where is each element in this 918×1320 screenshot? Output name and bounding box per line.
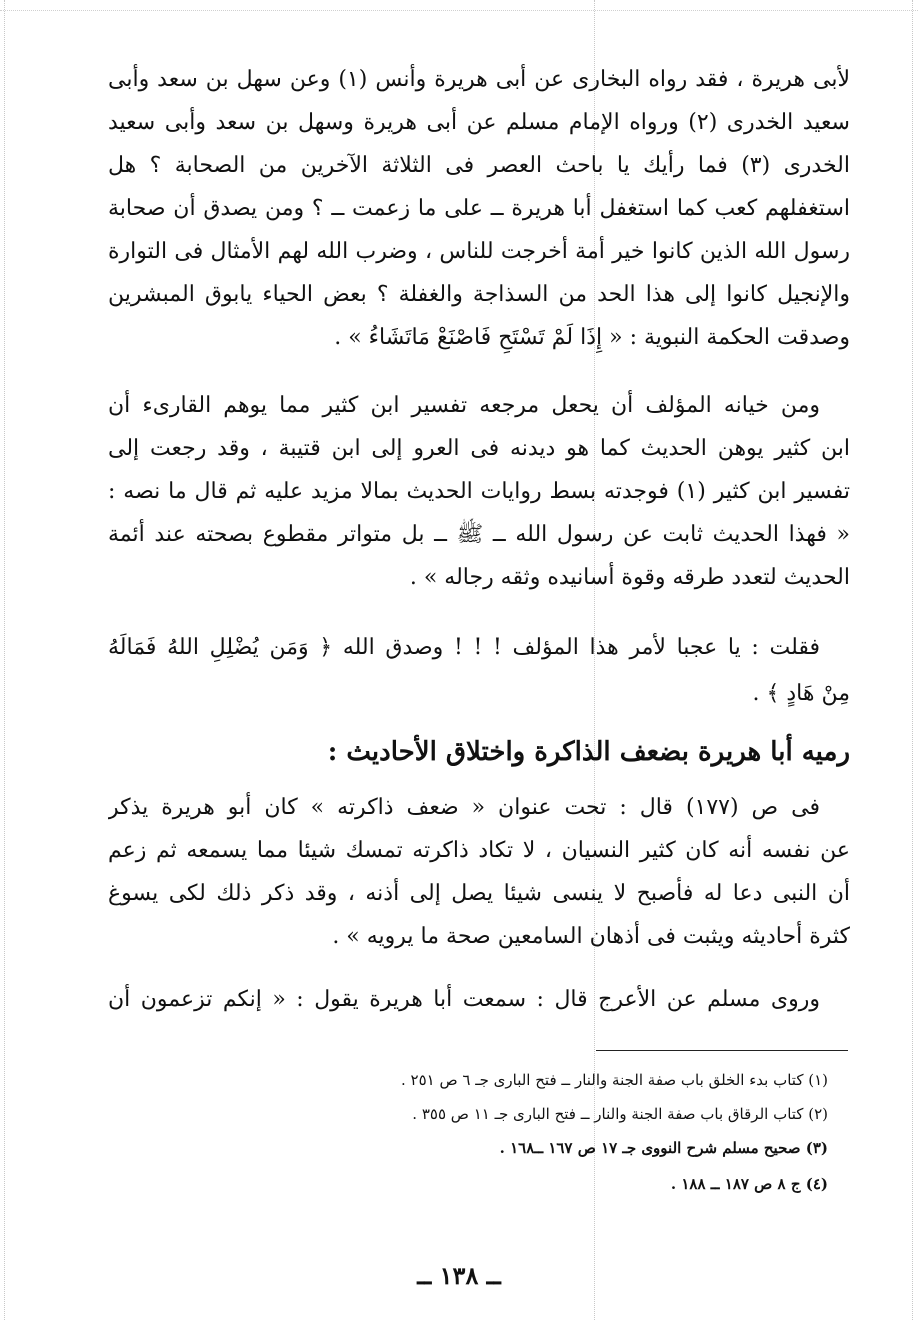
scan-guide-line	[4, 0, 5, 1320]
text-line: رسول الله الذين كانوا خير أمة أخرجت للناس ، وضرب الله لهم الأمثال فى التوارة	[108, 239, 850, 264]
text-line: ابن كثير يوهن الحديث كما هو ديدنه فى العرو إلى ابن قتيبة ، وقد رجعت إلى	[108, 436, 850, 461]
text-line: استغفلهم كعب كما استغفل أبا هريرة ــ على ما زعمت ــ ؟ ومن يصدق أن صحابة	[108, 196, 850, 221]
text-line: أن النبى دعا له فأصبح لا ينسى شيئا يصل إلى أذنه ، وقد ذكر ذلك لكى يسوغ	[108, 881, 850, 906]
text-line: الحديث لتعدد طرقه وقوة أسانيده وثقه رجاله » .	[409, 565, 850, 590]
footnote-4: (٤) ج ٨ ص ١٨٧ ــ ١٨٨ .	[670, 1175, 828, 1193]
text-line: « فهذا الحديث ثابت عن رسول الله ــ ﷺ ــ بل متواتر مقطوع بصحته عند أئمة	[108, 522, 850, 547]
section-heading: رميه أبا هريرة بضعف الذاكرة واختلاق الأحاديث :	[327, 737, 850, 767]
footnote-3: (٣) صحيح مسلم شرح النووى جـ ١٧ ص ١٦٧ ــ١٦٨ .	[499, 1139, 828, 1157]
scan-guide-line	[0, 10, 918, 11]
text-line: تفسير ابن كثير (١) فوجدته بسط روايات الحديث بمالا مزيد عليه ثم قال ما نصه :	[108, 479, 850, 504]
text-line: مِنْ هَادٍ ﴾ .	[752, 681, 850, 706]
footnote-rule	[596, 1050, 848, 1051]
text-line: الخدرى (٣) فما رأيك يا باحث العصر فى الثلاثة الآخرين من الصحابة ؟ هل	[108, 153, 850, 178]
page-number: ــ ١٣٨ ــ	[417, 1261, 501, 1290]
text-line: كثرة أحاديثه ويثبت فى أذهان السامعين صحة ما يرويه » .	[332, 924, 850, 949]
text-line: وصدقت الحكمة النبوية : « إِذَا لَمْ تَسْتَحِ فَاصْنَعْ مَاتَشَاءُ » .	[334, 325, 850, 350]
text-line: وروى مسلم عن الأعرج قال : سمعت أبا هريرة يقول : « إنكم تزعمون أن	[108, 987, 820, 1012]
text-line: ومن خيانه المؤلف أن يحعل مرجعه تفسير ابن كثير مما يوهم القارىء أن	[108, 393, 820, 418]
text-line: عن نفسه أنه كان كثير النسيان ، لا تكاد ذاكرته تمسك شيئا مما يسمعه ثم زعم	[108, 838, 850, 863]
text-line: فقلت : يا عجبا لأمر هذا المؤلف ! ! ! وصدق الله ﴿ وَمَن يُضْلِلِ اللهُ فَمَالَهُ	[108, 635, 820, 660]
footnote-1: (١) كتاب بدء الخلق باب صفة الجنة والنار ــ فتح البارى جـ ٦ ص ٢٥١ .	[401, 1071, 828, 1089]
footnote-2: (٢) كتاب الرقاق باب صفة الجنة والنار ــ فتح البارى جـ ١١ ص ٣٥٥ .	[412, 1105, 828, 1123]
text-line: والإنجيل كانوا إلى هذا الحد من السذاجة والغفلة ؟ بعض الحياء يابوق المبشرين	[108, 282, 850, 307]
scan-guide-line	[912, 0, 913, 1320]
text-line: فى ص (١٧٧) قال : تحت عنوان « ضعف ذاكرته » كان أبو هريرة يذكر	[108, 795, 820, 820]
text-line: لأبى هريرة ، فقد رواه البخارى عن أبى هريرة وأنس (١) وعن سهل بن سعد وأبى	[108, 67, 850, 92]
text-line: سعيد الخدرى (٢) ورواه الإمام مسلم عن أبى هريرة وسهل بن سعد وأبى سعيد	[108, 110, 850, 135]
